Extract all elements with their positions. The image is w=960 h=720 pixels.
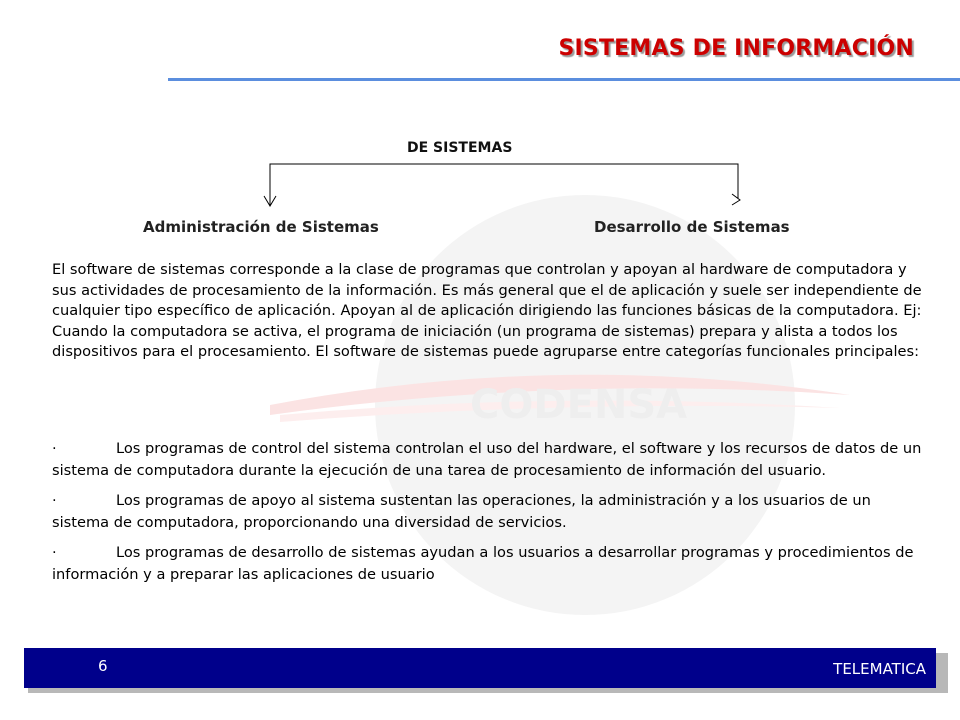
bullet-marker: ·	[52, 544, 57, 561]
bullet-text: Los programas de desarrollo de sistemas ayudan a los usuarios a desarrollar programas y procedimientos de información y a preparar las aplicaciones de usuario	[52, 544, 914, 583]
right-arrowhead	[732, 194, 740, 205]
page-number: 6	[98, 657, 108, 675]
bullet-text: Los programas de control del sistema controlan el uso del hardware, el software y los recursos de datos de un sistema de computadora durante la ejecución de una tarea de procesamiento de información del usuario.	[52, 440, 922, 479]
bullet-marker: ·	[52, 440, 57, 457]
bullet-item-apoyo	[52, 490, 932, 534]
diagram-left-label: Administración de Sistemas	[143, 218, 379, 236]
diagram-root-label: DE SISTEMAS	[407, 140, 513, 156]
slide-title: SISTEMAS DE INFORMACIÓN	[558, 36, 914, 61]
footer-label: TELEMATICA	[833, 660, 926, 678]
body-paragraph: El software de sistemas corresponde a la clase de programas que controlan y apoyan al hardware de computadora y sus actividades de procesamiento de la información. Es más general que el de aplicación y suele ser independiente de cualquier tipo específico de aplicación. Apoyan al de aplicación dirigiendo las funciones básicas de la computadora. Ej: Cuando la computadora se activa, el programa de iniciación (un programa de sistemas) prepara y alista a todos los dispositivos para el procesamiento. El software de sistemas puede agruparse entre categorías funcionales principales:	[52, 261, 922, 360]
bullet-marker: ·	[52, 492, 57, 509]
watermark-text: CODENSA	[470, 382, 688, 428]
title-divider	[168, 78, 960, 81]
bullet-item-desarrollo	[52, 542, 932, 586]
bullet-list	[52, 438, 932, 594]
bullet-item-control	[52, 438, 932, 482]
branch-connector	[260, 158, 760, 218]
footer-bar	[24, 648, 936, 688]
bullet-text: Los programas de apoyo al sistema sustentan las operaciones, la administración y a los usuarios de un sistema de computadora, proporcionando una diversidad de servicios.	[52, 492, 871, 531]
diagram-right-label: Desarrollo de Sistemas	[594, 218, 790, 236]
